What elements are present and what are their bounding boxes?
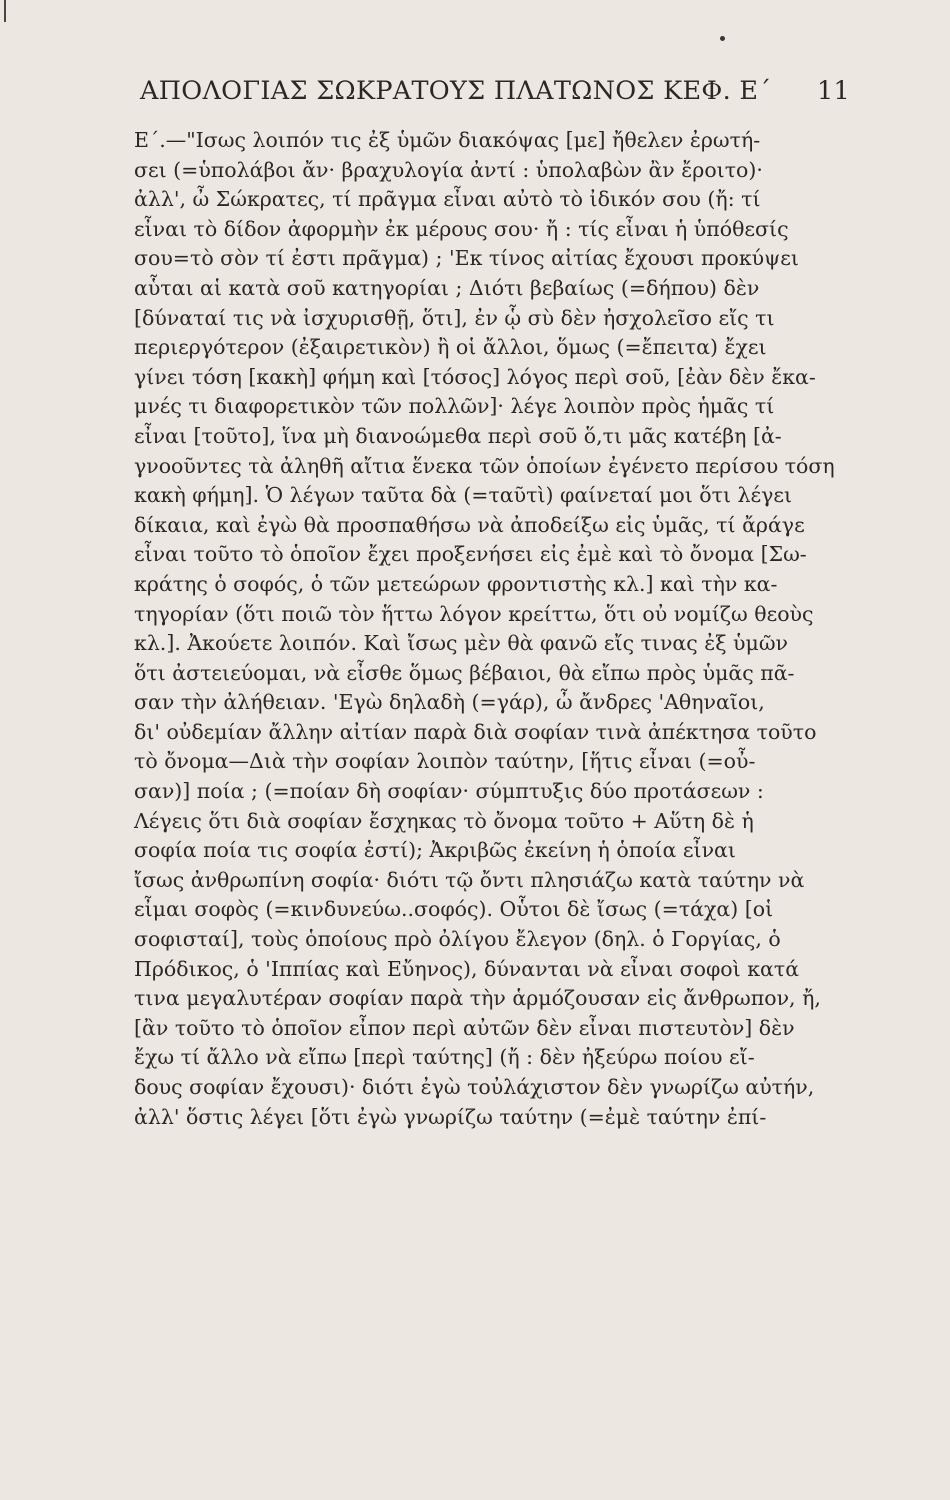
text-line: κακὴ φήμη]. Ὁ λέγων ταῦτα δὰ (=ταῦτὶ) φαίνεταί μοι ὅτι λέγει xyxy=(134,483,793,508)
text-line: εἶναι τὸ δίδον ἀφορμὴν ἐκ μέρους σου· ἤ : τίς εἶναι ἡ ὑπόθεσίς xyxy=(134,216,789,241)
text-line: Ε΄.—"Ισως λοιπόν τις ἐξ ὑμῶν διακόψας [με] ἤθελεν ἐρωτή- xyxy=(134,128,761,152)
text-line: εἶμαι σοφὸς (=κινδυνεύω..σοφός). Οὗτοι δὲ ἴσως (=τάχα) [οἱ xyxy=(134,897,774,922)
text-line: γνοοῦντες τὰ ἀληθῆ αἴτια ἕνεκα τῶν ὁποίων ἐγένετο περίσου τόση xyxy=(134,453,835,478)
text-line: τινα μεγαλυτέραν σοφίαν παρὰ τὴν ἁρμόζουσαν εἰς ἄνθρωπον, ἤ, xyxy=(134,986,821,1011)
text-line: [ἂν τοῦτο τὸ ὁποῖον εἶπον περὶ αὐτῶν δὲν εἶναι πιστευτὸν] δὲν xyxy=(134,1015,795,1040)
text-line: κράτης ὁ σοφός, ὁ τῶν μετεώρων φροντιστὴς κλ.] καὶ τὴν κα- xyxy=(134,571,778,596)
text-line: ἀλλ' ὅστις λέγει [ὅτι ἐγὼ γνωρίζω ταύτην (=ἐμὲ ταύτην ἐπί- xyxy=(134,1104,767,1129)
text-line: εἶναι [τοῦτο], ἵνα μὴ διανοώμεθα περὶ σοῦ ὅ,τι μᾶς κατέβη [ἀ- xyxy=(134,423,782,448)
body-text xyxy=(134,126,886,1132)
text-line: Λέγεις ὅτι διὰ σοφίαν ἔσχηκας τὸ ὄνομα τοῦτο + Αὕτη δὲ ἡ xyxy=(134,808,754,833)
text-line: Πρόδικος, ὁ 'Ιππίας καὶ Εὔηνος), δύνανται νὰ εἶναι σοφοὶ κατά xyxy=(134,956,800,981)
text-line: γίνει τόση [κακὴ] φήμη καὶ [τόσος] λόγος περὶ σοῦ, [ἐὰν δὲν ἔκα- xyxy=(134,364,816,389)
text-line: τηγορίαν (ὅτι ποιῶ τὸν ἥττω λόγον κρείττω, ὅτι οὐ νομίζω θεοὺς xyxy=(134,601,814,626)
text-line: ἀλλ', ὦ Σώκρατες, τί πρᾶγμα εἶναι αὐτὸ τὸ ἰδικόν σου (ἤ: τί xyxy=(134,187,761,212)
text-line: σοφισταί], τοὺς ὁποίους πρὸ ὀλίγου ἔλεγον (δηλ. ὁ Γοργίας, ὁ xyxy=(134,927,781,952)
text-line: ὅτι ἀστειεύομαι, νὰ εἶσθε ὅμως βέβαιοι, θὰ εἴπω πρὸς ὑμᾶς πᾶ- xyxy=(134,660,795,685)
text-line: δους σοφίαν ἔχουσι)· διότι ἐγὼ τοὐλάχιστον δὲν γνωρίζω αὐτήν, xyxy=(134,1075,815,1099)
text-line: ἔχω τί ἄλλο νὰ εἴπω [περὶ ταύτης] (ἤ : δὲν ἠξεύρω ποίου εἴ- xyxy=(134,1045,755,1070)
text-line: σει (=ὑπολάβοι ἄν· βραχυλογία ἀντί : ὑπολαβὼν ἂν ἔροιτο)· xyxy=(134,157,763,182)
text-line: τὸ ὄνομα—Διὰ τὴν σοφίαν λοιπὸν ταύτην, [ἥτις εἶναι (=οὖ- xyxy=(134,749,756,774)
ink-dot xyxy=(720,36,725,41)
page-number: 11 xyxy=(816,76,850,106)
running-title: ΑΠΟΛΟΓΙΑΣ ΣΩΚΡΑΤΟΥΣ ΠΛΑΤΩΝΟΣ ΚΕΦ. Ε΄ xyxy=(140,76,772,106)
text-line: δι' οὐδεμίαν ἄλλην αἰτίαν παρὰ διὰ σοφίαν τινὰ ἀπέκτησα τοῦτο xyxy=(134,719,817,744)
text-line: περιεργότερον (ἐξαιρετικὸν) ἢ οἱ ἄλλοι, ὅμως (=ἔπειτα) ἔχει xyxy=(134,335,767,360)
text-line: σοφία ποία τις σοφία ἐστί); Ἀκριβῶς ἐκείνη ἡ ὁποία εἶναι xyxy=(134,838,736,863)
text-line: αὗται αἱ κατὰ σοῦ κατηγορίαι ; Διότι βεβαίως (=δήπου) δὲν xyxy=(134,275,760,300)
text-line: [δύναταί τις νὰ ἰσχυρισθῇ, ὅτι], ἐν ᾧ σὺ δὲν ἠσχολεῖσο εἴς τι xyxy=(134,305,775,330)
text-line: δίκαια, καὶ ἐγὼ θὰ προσπαθήσω νὰ ἀποδείξω εἰς ὑμᾶς, τί ἄράγε xyxy=(134,512,805,537)
text-line: ἴσως ἀνθρωπίνη σοφία· διότι τῷ ὄντι πλησιάζω κατὰ ταύτην νὰ xyxy=(134,867,805,892)
text-line: εἶναι τοῦτο τὸ ὁποῖον ἔχει προξενήσει εἰς ἐμὲ καὶ τὸ ὄνομα [Σω- xyxy=(134,542,807,567)
running-header xyxy=(140,76,856,116)
text-line: μνές τι διαφορετικὸν τῶν πολλῶν]· λέγε λοιπὸν πρὸς ἡμᾶς τί xyxy=(134,394,775,419)
text-line: σαν τὴν ἀλήθειαν. 'Εγὼ δηλαδὴ (=γάρ), ὦ ἄνδρες 'Αθηναῖοι, xyxy=(134,690,765,715)
gutter-mark xyxy=(4,0,6,22)
text-line: σαν)] ποία ; (=ποίαν δὴ σοφίαν· σύμπτυξις δύο προτάσεων : xyxy=(134,779,764,804)
text-line: κλ.]. Ἀκούετε λοιπόν. Καὶ ἴσως μὲν θὰ φανῶ εἴς τινας ἐξ ὑμῶν xyxy=(134,631,789,656)
text-line: σου=τὸ σὸν τί ἐστι πρᾶγμα) ; 'Εκ τίνος αἰτίας ἔχουσι προκύψει xyxy=(134,246,799,271)
